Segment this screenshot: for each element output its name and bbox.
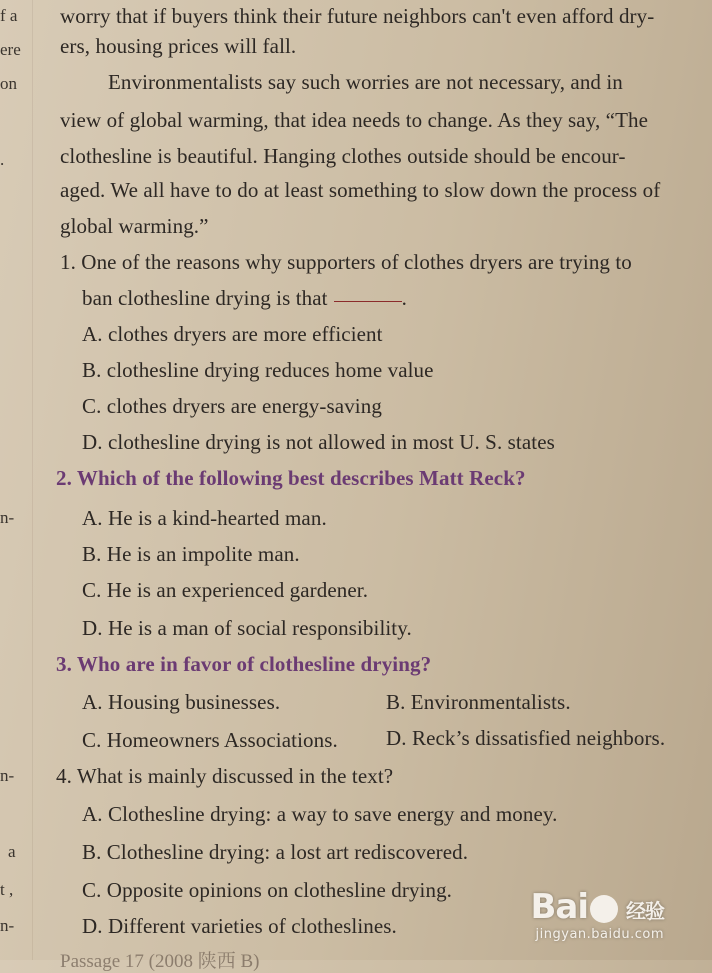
question-4-option-a: A. Clothesline drying: a way to save energy and money.: [82, 802, 558, 826]
question-3-option-a: A. Housing businesses.: [82, 690, 281, 714]
gutter-line: [32, 0, 33, 960]
margin-fragment: a: [8, 842, 16, 861]
margin-fragment: n-: [0, 766, 15, 785]
question-1-option-b: B. clothesline drying reduces home value: [82, 358, 434, 382]
question-3-option-d: D. Reck’s dissatisfied neighbors.: [386, 726, 666, 750]
paragraph-line: clothesline is beautiful. Hanging clothes outside should be encour-: [60, 144, 626, 168]
question-1-option-c: C. clothes dryers are energy-saving: [82, 394, 382, 418]
baidu-logo: [530, 887, 664, 927]
question-2-option-c: C. He is an experienced gardener.: [82, 578, 369, 602]
question-3-stem: 3. Who are in favor of clothesline drying?: [56, 652, 432, 676]
paragraph-line: view of global warming, that idea needs to change. As they say, “The: [60, 108, 649, 132]
baidu-logo-text: Bai: [530, 887, 588, 927]
question-2-option-a: A. He is a kind-hearted man.: [82, 506, 327, 530]
baidu-watermark: [530, 887, 664, 942]
margin-fragment: t ,: [0, 880, 14, 899]
paragraph-line: global warming.”: [60, 214, 209, 238]
question-1-option-d: D. clothesline drying is not allowed in most U. S. states: [82, 430, 555, 454]
question-3-option-b: B. Environmentalists.: [386, 690, 571, 714]
text-line: worry that if buyers think their future neighbors can't even afford dry-: [60, 4, 655, 28]
question-1-option-a: A. clothes dryers are more efficient: [82, 322, 383, 346]
margin-fragment: on: [0, 74, 17, 93]
paw-icon: [590, 895, 618, 923]
question-1-stem-cont: [82, 286, 407, 311]
question-2-stem: 2. Which of the following best describes Matt Reck?: [56, 466, 526, 490]
question-2-option-d: D. He is a man of social responsibility.: [82, 616, 412, 640]
question-2-option-b: B. He is an impolite man.: [82, 542, 300, 566]
baidu-logo-suffix: 经验: [626, 899, 664, 923]
margin-fragment: .: [0, 150, 5, 169]
next-passage-heading: Passage 17 (2008 陕西 B): [60, 951, 260, 972]
margin-fragment: n-: [0, 916, 15, 935]
answer-blank: [334, 301, 402, 302]
margin-fragment: f a: [0, 6, 18, 25]
margin-fragment: n-: [0, 508, 15, 527]
question-4-option-d: D. Different varieties of clotheslines.: [82, 914, 397, 938]
blank-suffix: .: [401, 286, 407, 310]
question-3-option-c: C. Homeowners Associations.: [82, 728, 338, 752]
question-1-stem-text: ban clothesline drying is that: [82, 286, 328, 310]
paragraph-line: aged. We all have to do at least something to slow down the process of: [60, 178, 661, 202]
text-line: ers, housing prices will fall.: [60, 34, 297, 58]
question-4-stem: 4. What is mainly discussed in the text?: [56, 764, 394, 788]
question-4-option-b: B. Clothesline drying: a lost art rediscovered.: [82, 840, 469, 864]
paragraph-line: Environmentalists say such worries are not necessary, and in: [108, 70, 623, 94]
margin-fragment: ere: [0, 40, 21, 59]
watermark-url: jingyan.baidu.com: [535, 927, 664, 942]
question-1-stem: 1. One of the reasons why supporters of clothes dryers are trying to: [60, 250, 632, 274]
question-4-option-c: C. Opposite opinions on clothesline drying.: [82, 878, 453, 902]
